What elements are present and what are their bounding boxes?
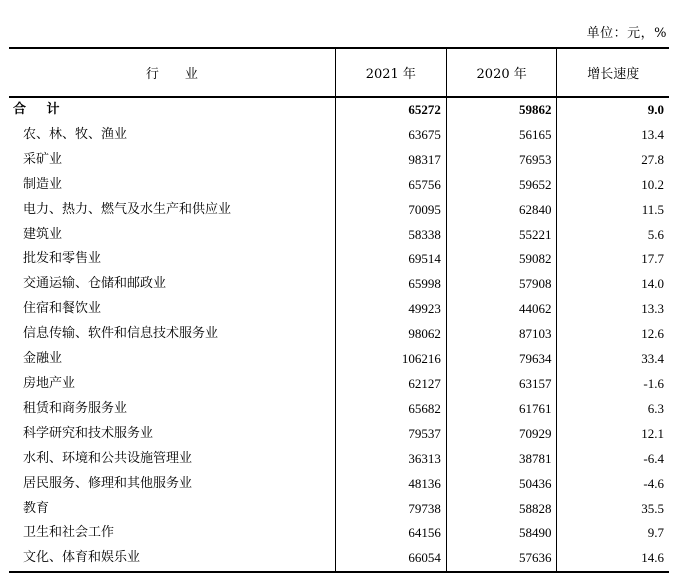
value-2021-cell: 65272	[335, 97, 446, 123]
value-2020-cell: 59652	[446, 173, 557, 198]
industry-cell: 金融业	[23, 351, 63, 367]
industry-cell: 房地产业	[23, 375, 76, 391]
growth-cell: 14.0	[557, 272, 669, 297]
header-row	[9, 48, 669, 97]
growth-cell: 12.1	[557, 422, 669, 447]
growth-cell: 11.5	[557, 198, 669, 223]
total-row	[9, 97, 669, 123]
header-growth: 增长速度	[557, 48, 669, 97]
table-row	[9, 422, 669, 447]
industry-cell: 批发和零售业	[23, 251, 102, 267]
value-2021-cell: 65756	[335, 173, 446, 198]
growth-cell: 13.4	[557, 123, 669, 148]
value-2021-cell: 65998	[335, 272, 446, 297]
value-2021-cell: 48136	[335, 472, 446, 497]
industry-cell: 租赁和商务服务业	[23, 400, 128, 416]
value-2021-cell: 36313	[335, 447, 446, 472]
growth-cell: 17.7	[557, 247, 669, 272]
growth-cell: 6.3	[557, 397, 669, 422]
wage-table	[9, 47, 669, 573]
value-2021-cell: 79537	[335, 422, 446, 447]
growth-cell: -1.6	[557, 372, 669, 397]
table-row	[9, 472, 669, 497]
value-2020-cell: 63157	[446, 372, 557, 397]
industry-cell: 合 计	[13, 102, 68, 117]
table-row	[9, 497, 669, 522]
value-2020-cell: 58490	[446, 521, 557, 546]
growth-cell: 27.8	[557, 148, 669, 173]
table-row	[9, 173, 669, 198]
value-2020-cell: 70929	[446, 422, 557, 447]
growth-cell: 13.3	[557, 297, 669, 322]
table-row	[9, 247, 669, 272]
industry-cell: 制造业	[23, 176, 63, 192]
value-2021-cell: 106216	[335, 347, 446, 372]
industry-cell: 居民服务、修理和其他服务业	[23, 475, 193, 491]
table-row	[9, 397, 669, 422]
value-2021-cell: 64156	[335, 521, 446, 546]
value-2021-cell: 65682	[335, 397, 446, 422]
industry-cell: 文化、体育和娱乐业	[9, 546, 335, 572]
value-2020-cell: 58828	[446, 497, 557, 522]
value-2021-cell: 98062	[335, 322, 446, 347]
table-body	[9, 97, 669, 572]
industry-cell: 交通运输、仓储和邮政业	[23, 276, 167, 292]
header-2021: 2021 年	[335, 48, 446, 97]
growth-cell: -6.4	[557, 447, 669, 472]
industry-cell: 教育	[23, 500, 50, 516]
header-2020: 2020 年	[446, 48, 557, 97]
value-2021-cell: 69514	[335, 247, 446, 272]
value-2020-cell: 57636	[446, 546, 557, 572]
value-2021-cell: 98317	[335, 148, 446, 173]
value-2020-cell: 55221	[446, 223, 557, 248]
table-row	[9, 198, 669, 223]
table-row	[9, 148, 669, 173]
value-2021-cell: 58338	[335, 223, 446, 248]
table-row	[9, 347, 669, 372]
growth-cell: -4.6	[557, 472, 669, 497]
industry-cell: 水利、环境和公共设施管理业	[23, 450, 193, 466]
industry-cell: 农、林、牧、渔业	[23, 126, 128, 142]
header-industry: 行业	[9, 48, 335, 97]
table-row	[9, 521, 669, 546]
industry-cell: 卫生和社会工作	[23, 525, 115, 541]
value-2020-cell: 59862	[446, 97, 557, 123]
growth-cell: 5.6	[557, 223, 669, 248]
table-row	[9, 123, 669, 148]
value-2020-cell: 38781	[446, 447, 557, 472]
value-2020-cell: 59082	[446, 247, 557, 272]
table-row	[9, 297, 669, 322]
industry-cell: 住宿和餐饮业	[23, 301, 102, 317]
value-2020-cell: 44062	[446, 297, 557, 322]
value-2020-cell: 79634	[446, 347, 557, 372]
value-2020-cell: 50436	[446, 472, 557, 497]
table-row	[9, 447, 669, 472]
value-2021-cell: 62127	[335, 372, 446, 397]
value-2020-cell: 76953	[446, 148, 557, 173]
growth-cell: 12.6	[557, 322, 669, 347]
industry-cell: 建筑业	[23, 226, 63, 242]
value-2020-cell: 56165	[446, 123, 557, 148]
industry-cell: 电力、热力、燃气及水生产和供应业	[23, 201, 232, 217]
value-2020-cell: 62840	[446, 198, 557, 223]
value-2021-cell: 66054	[335, 546, 446, 572]
table-row	[9, 223, 669, 248]
growth-cell: 33.4	[557, 347, 669, 372]
value-2020-cell: 61761	[446, 397, 557, 422]
unit-label: 单位：元，%	[586, 26, 667, 41]
value-2020-cell: 57908	[446, 272, 557, 297]
table-row	[9, 546, 669, 572]
growth-cell: 9.0	[557, 97, 669, 123]
table-row	[9, 322, 669, 347]
growth-cell: 35.5	[557, 497, 669, 522]
growth-cell: 9.7	[557, 521, 669, 546]
value-2021-cell: 49923	[335, 297, 446, 322]
industry-cell: 采矿业	[23, 151, 63, 167]
industry-cell: 科学研究和技术服务业	[23, 425, 154, 441]
value-2021-cell: 63675	[335, 123, 446, 148]
growth-cell: 10.2	[557, 173, 669, 198]
growth-cell: 14.6	[557, 546, 669, 572]
table-row	[9, 372, 669, 397]
value-2021-cell: 70095	[335, 198, 446, 223]
value-2020-cell: 87103	[446, 322, 557, 347]
value-2021-cell: 79738	[335, 497, 446, 522]
industry-cell: 信息传输、软件和信息技术服务业	[23, 326, 219, 342]
table-row	[9, 272, 669, 297]
